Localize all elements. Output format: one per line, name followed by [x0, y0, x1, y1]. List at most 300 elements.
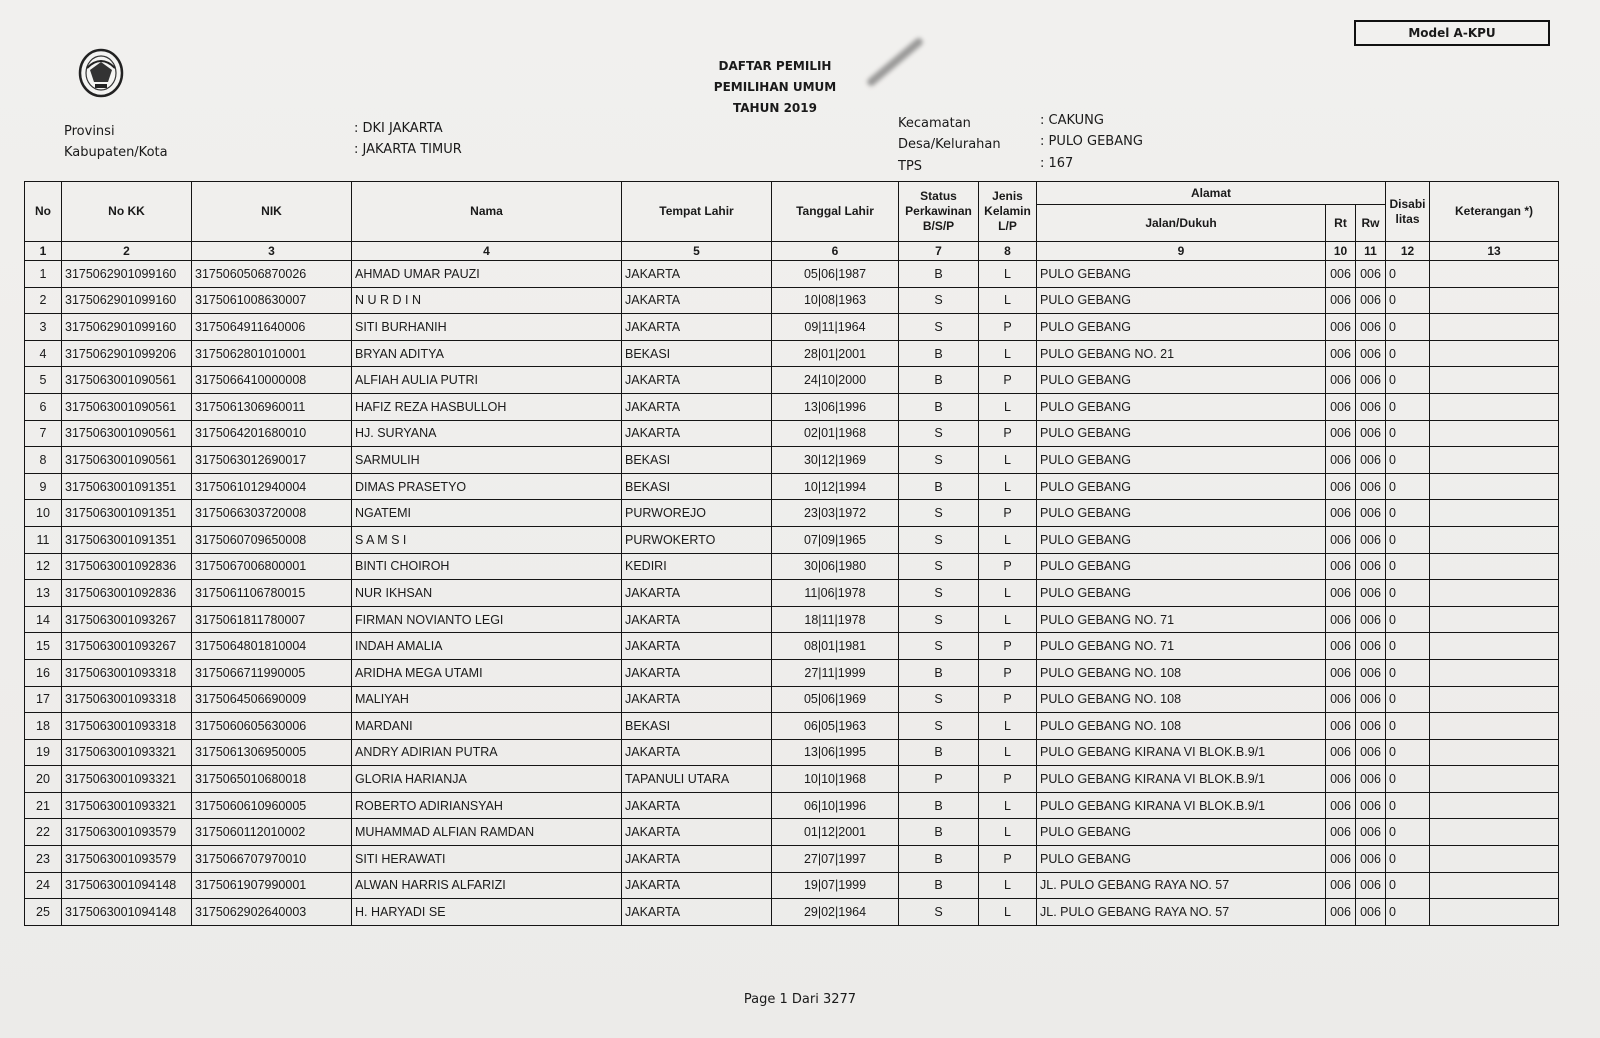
cell-no: 20	[25, 766, 62, 793]
cell-tanggal-lahir: 28|01|2001	[772, 340, 899, 367]
cell-keterangan	[1430, 659, 1559, 686]
cell-nik: 3175061306950005	[192, 739, 352, 766]
cell-rw: 006	[1356, 526, 1386, 553]
cell-status: B	[899, 393, 979, 420]
cell-jenis-kelamin: L	[979, 792, 1037, 819]
cell-status: B	[899, 659, 979, 686]
cell-rw: 006	[1356, 261, 1386, 288]
cell-nik: 3175061811780007	[192, 606, 352, 633]
cell-rt: 006	[1326, 420, 1356, 447]
cell-status: B	[899, 739, 979, 766]
table-row	[25, 766, 1559, 793]
cell-keterangan	[1430, 314, 1559, 341]
cell-status: B	[899, 367, 979, 394]
cell-status: B	[899, 792, 979, 819]
cell-jenis-kelamin: L	[979, 393, 1037, 420]
cell-no-kk: 3175063001092836	[62, 553, 192, 580]
cell-keterangan	[1430, 739, 1559, 766]
cell-no: 19	[25, 739, 62, 766]
cell-no-kk: 3175063001090561	[62, 447, 192, 474]
cell-nik: 3175061012940004	[192, 473, 352, 500]
cell-tempat-lahir: PURWOREJO	[622, 500, 772, 527]
cell-nik: 3175063012690017	[192, 447, 352, 474]
cell-tempat-lahir: BEKASI	[622, 447, 772, 474]
cell-no: 11	[25, 526, 62, 553]
cell-status: S	[899, 500, 979, 527]
cell-nik: 3175062801010001	[192, 340, 352, 367]
column-number: 13	[1430, 242, 1559, 261]
cell-tempat-lahir: JAKARTA	[622, 367, 772, 394]
cell-no-kk: 3175063001093267	[62, 633, 192, 660]
cell-no-kk: 3175063001093318	[62, 713, 192, 740]
voter-rows	[25, 261, 1559, 926]
cell-status: B	[899, 340, 979, 367]
cell-nama: ARIDHA MEGA UTAMI	[352, 659, 622, 686]
cell-jenis-kelamin: L	[979, 713, 1037, 740]
header-alamat: Alamat	[1037, 182, 1386, 205]
cell-nama: HJ. SURYANA	[352, 420, 622, 447]
cell-jalan: PULO GEBANG	[1037, 314, 1326, 341]
kpu-logo-seal	[78, 48, 124, 98]
table-row	[25, 659, 1559, 686]
cell-rt: 006	[1326, 473, 1356, 500]
cell-nik: 3175060709650008	[192, 526, 352, 553]
cell-jenis-kelamin: L	[979, 819, 1037, 846]
cell-no: 25	[25, 899, 62, 926]
cell-nama: SITI HERAWATI	[352, 846, 622, 873]
cell-rt: 006	[1326, 819, 1356, 846]
cell-rt: 006	[1326, 314, 1356, 341]
title-line-3: TAHUN 2019	[733, 101, 817, 115]
cell-no: 16	[25, 659, 62, 686]
cell-tempat-lahir: KEDIRI	[622, 553, 772, 580]
header-jenis-kelamin: Jenis Kelamin L/P	[979, 182, 1037, 242]
cell-keterangan	[1430, 553, 1559, 580]
cell-keterangan	[1430, 526, 1559, 553]
cell-tempat-lahir: JAKARTA	[622, 739, 772, 766]
cell-jalan: PULO GEBANG NO. 71	[1037, 606, 1326, 633]
cell-tanggal-lahir: 24|10|2000	[772, 367, 899, 394]
title-line-2: PEMILIHAN UMUM	[713, 80, 837, 94]
cell-tempat-lahir: JAKARTA	[622, 287, 772, 314]
cell-tanggal-lahir: 11|06|1978	[772, 580, 899, 607]
cell-nik: 3175066711990005	[192, 659, 352, 686]
cell-rw: 006	[1356, 606, 1386, 633]
cell-nik: 3175064201680010	[192, 420, 352, 447]
cell-nama: SITI BURHANIH	[352, 314, 622, 341]
cell-rt: 006	[1326, 500, 1356, 527]
cell-nik: 3175067006800001	[192, 553, 352, 580]
cell-no: 9	[25, 473, 62, 500]
cell-rw: 006	[1356, 899, 1386, 926]
cell-disabilitas: 0	[1386, 899, 1430, 926]
cell-jenis-kelamin: P	[979, 633, 1037, 660]
cell-nama: SARMULIH	[352, 447, 622, 474]
cell-rw: 006	[1356, 686, 1386, 713]
cell-keterangan	[1430, 261, 1559, 288]
cell-disabilitas: 0	[1386, 792, 1430, 819]
cell-jenis-kelamin: L	[979, 287, 1037, 314]
cell-keterangan	[1430, 367, 1559, 394]
cell-keterangan	[1430, 393, 1559, 420]
table-row	[25, 899, 1559, 926]
cell-nik: 3175064911640006	[192, 314, 352, 341]
cell-rt: 006	[1326, 659, 1356, 686]
cell-rw: 006	[1356, 766, 1386, 793]
cell-tempat-lahir: JAKARTA	[622, 606, 772, 633]
cell-jenis-kelamin: P	[979, 553, 1037, 580]
cell-disabilitas: 0	[1386, 287, 1430, 314]
cell-tanggal-lahir: 13|06|1996	[772, 393, 899, 420]
cell-rt: 006	[1326, 393, 1356, 420]
cell-rt: 006	[1326, 526, 1356, 553]
cell-nik: 3175061907990001	[192, 872, 352, 899]
cell-jalan: PULO GEBANG NO. 108	[1037, 686, 1326, 713]
cell-status: S	[899, 633, 979, 660]
cell-tempat-lahir: TAPANULI UTARA	[622, 766, 772, 793]
cell-tempat-lahir: JAKARTA	[622, 792, 772, 819]
cell-jalan: PULO GEBANG	[1037, 473, 1326, 500]
cell-no-kk: 3175063001093318	[62, 659, 192, 686]
cell-nama: ALFIAH AULIA PUTRI	[352, 367, 622, 394]
cell-nik: 3175064801810004	[192, 633, 352, 660]
cell-nama: GLORIA HARIANJA	[352, 766, 622, 793]
column-number: 12	[1386, 242, 1430, 261]
cell-tanggal-lahir: 18|11|1978	[772, 606, 899, 633]
cell-tanggal-lahir: 02|01|1968	[772, 420, 899, 447]
cell-disabilitas: 0	[1386, 553, 1430, 580]
cell-no: 13	[25, 580, 62, 607]
cell-jalan: PULO GEBANG NO. 71	[1037, 633, 1326, 660]
cell-status: B	[899, 846, 979, 873]
tps-value: : 167	[1040, 156, 1074, 171]
cell-keterangan	[1430, 447, 1559, 474]
table-row	[25, 686, 1559, 713]
cell-rw: 006	[1356, 739, 1386, 766]
cell-jenis-kelamin: P	[979, 846, 1037, 873]
cell-nama: DIMAS PRASETYO	[352, 473, 622, 500]
cell-no-kk: 3175063001093318	[62, 686, 192, 713]
cell-keterangan	[1430, 633, 1559, 660]
cell-jenis-kelamin: L	[979, 526, 1037, 553]
cell-no: 22	[25, 819, 62, 846]
cell-tempat-lahir: BEKASI	[622, 713, 772, 740]
table-row	[25, 261, 1559, 288]
cell-keterangan	[1430, 686, 1559, 713]
cell-disabilitas: 0	[1386, 526, 1430, 553]
cell-tempat-lahir: JAKARTA	[622, 633, 772, 660]
cell-rw: 006	[1356, 393, 1386, 420]
cell-tempat-lahir: JAKARTA	[622, 899, 772, 926]
header-no-kk: No KK	[62, 182, 192, 242]
table-row	[25, 872, 1559, 899]
toner-smudge	[866, 36, 925, 87]
cell-tanggal-lahir: 30|06|1980	[772, 553, 899, 580]
cell-disabilitas: 0	[1386, 606, 1430, 633]
cell-disabilitas: 0	[1386, 713, 1430, 740]
desa-label: Desa/Kelurahan	[898, 137, 1001, 152]
cell-tanggal-lahir: 01|12|2001	[772, 819, 899, 846]
table-row	[25, 367, 1559, 394]
cell-tempat-lahir: JAKARTA	[622, 819, 772, 846]
cell-rt: 006	[1326, 261, 1356, 288]
cell-jalan: PULO GEBANG	[1037, 287, 1326, 314]
cell-rw: 006	[1356, 473, 1386, 500]
cell-status: S	[899, 899, 979, 926]
cell-rw: 006	[1356, 340, 1386, 367]
cell-jalan: PULO GEBANG KIRANA VI BLOK.B.9/1	[1037, 766, 1326, 793]
cell-jalan: PULO GEBANG	[1037, 500, 1326, 527]
cell-jalan: PULO GEBANG	[1037, 367, 1326, 394]
cell-no-kk: 3175063001090561	[62, 393, 192, 420]
cell-tempat-lahir: JAKARTA	[622, 659, 772, 686]
cell-no: 3	[25, 314, 62, 341]
cell-disabilitas: 0	[1386, 819, 1430, 846]
cell-no: 18	[25, 713, 62, 740]
table-row	[25, 526, 1559, 553]
cell-status: B	[899, 261, 979, 288]
table-row	[25, 447, 1559, 474]
table-row	[25, 287, 1559, 314]
cell-disabilitas: 0	[1386, 340, 1430, 367]
header-row	[25, 182, 1559, 205]
column-number: 8	[979, 242, 1037, 261]
cell-nik: 3175061306960011	[192, 393, 352, 420]
table-row	[25, 846, 1559, 873]
column-number: 1	[25, 242, 62, 261]
cell-tanggal-lahir: 09|11|1964	[772, 314, 899, 341]
cell-no: 7	[25, 420, 62, 447]
cell-no-kk: 3175063001092836	[62, 580, 192, 607]
cell-status: B	[899, 473, 979, 500]
cell-jenis-kelamin: P	[979, 766, 1037, 793]
cell-jenis-kelamin: P	[979, 659, 1037, 686]
cell-no: 5	[25, 367, 62, 394]
cell-keterangan	[1430, 713, 1559, 740]
cell-jalan: PULO GEBANG NO. 108	[1037, 659, 1326, 686]
cell-tanggal-lahir: 27|11|1999	[772, 659, 899, 686]
cell-jenis-kelamin: P	[979, 420, 1037, 447]
cell-no-kk: 3175063001091351	[62, 500, 192, 527]
cell-no-kk: 3175063001090561	[62, 367, 192, 394]
cell-no-kk: 3175063001094148	[62, 872, 192, 899]
cell-no: 23	[25, 846, 62, 873]
cell-status: S	[899, 287, 979, 314]
cell-nik: 3175062902640003	[192, 899, 352, 926]
cell-nama: ROBERTO ADIRIANSYAH	[352, 792, 622, 819]
cell-tempat-lahir: BEKASI	[622, 473, 772, 500]
header-rw: Rw	[1356, 205, 1386, 242]
cell-jalan: PULO GEBANG	[1037, 846, 1326, 873]
cell-nama: HAFIZ REZA HASBULLOH	[352, 393, 622, 420]
cell-rt: 006	[1326, 899, 1356, 926]
cell-jalan: JL. PULO GEBANG RAYA NO. 57	[1037, 872, 1326, 899]
cell-jalan: PULO GEBANG	[1037, 526, 1326, 553]
cell-tempat-lahir: JAKARTA	[622, 846, 772, 873]
cell-nama: BRYAN ADITYA	[352, 340, 622, 367]
cell-status: S	[899, 606, 979, 633]
cell-no-kk: 3175063001090561	[62, 420, 192, 447]
cell-status: S	[899, 553, 979, 580]
column-number: 9	[1037, 242, 1326, 261]
cell-keterangan	[1430, 500, 1559, 527]
cell-keterangan	[1430, 819, 1559, 846]
cell-no: 6	[25, 393, 62, 420]
cell-disabilitas: 0	[1386, 739, 1430, 766]
column-number: 10	[1326, 242, 1356, 261]
table-row	[25, 420, 1559, 447]
kabupaten-label: Kabupaten/Kota	[64, 145, 168, 160]
cell-keterangan	[1430, 766, 1559, 793]
table-row	[25, 739, 1559, 766]
cell-status: P	[899, 766, 979, 793]
cell-tempat-lahir: JAKARTA	[622, 393, 772, 420]
cell-jenis-kelamin: L	[979, 899, 1037, 926]
cell-status: B	[899, 819, 979, 846]
cell-tanggal-lahir: 27|07|1997	[772, 846, 899, 873]
cell-keterangan	[1430, 606, 1559, 633]
header-nama: Nama	[352, 182, 622, 242]
cell-jenis-kelamin: L	[979, 580, 1037, 607]
page-footer: Page 1 Dari 3277	[743, 992, 857, 1007]
cell-nama: MARDANI	[352, 713, 622, 740]
cell-keterangan	[1430, 846, 1559, 873]
cell-rt: 006	[1326, 686, 1356, 713]
cell-no: 21	[25, 792, 62, 819]
cell-rt: 006	[1326, 606, 1356, 633]
table-row	[25, 500, 1559, 527]
cell-disabilitas: 0	[1386, 500, 1430, 527]
cell-no-kk: 3175063001093267	[62, 606, 192, 633]
kecamatan-value: : CAKUNG	[1040, 113, 1104, 128]
cell-jalan: PULO GEBANG	[1037, 393, 1326, 420]
cell-tanggal-lahir: 10|10|1968	[772, 766, 899, 793]
cell-rw: 006	[1356, 633, 1386, 660]
cell-no: 4	[25, 340, 62, 367]
cell-tanggal-lahir: 23|03|1972	[772, 500, 899, 527]
model-label-box: Model A-KPU	[1354, 20, 1550, 46]
column-number: 6	[772, 242, 899, 261]
cell-nama: S A M S I	[352, 526, 622, 553]
cell-jalan: PULO GEBANG	[1037, 553, 1326, 580]
cell-keterangan	[1430, 899, 1559, 926]
cell-rt: 006	[1326, 846, 1356, 873]
cell-no-kk: 3175063001093321	[62, 739, 192, 766]
cell-status: S	[899, 447, 979, 474]
cell-jalan: PULO GEBANG	[1037, 261, 1326, 288]
header-keterangan: Keterangan *)	[1430, 182, 1559, 242]
cell-rw: 006	[1356, 580, 1386, 607]
cell-rw: 006	[1356, 846, 1386, 873]
cell-disabilitas: 0	[1386, 314, 1430, 341]
cell-status: B	[899, 872, 979, 899]
cell-jalan: JL. PULO GEBANG RAYA NO. 57	[1037, 899, 1326, 926]
cell-no-kk: 3175063001093579	[62, 846, 192, 873]
column-number: 4	[352, 242, 622, 261]
cell-tanggal-lahir: 30|12|1969	[772, 447, 899, 474]
cell-keterangan	[1430, 340, 1559, 367]
cell-rw: 006	[1356, 447, 1386, 474]
cell-disabilitas: 0	[1386, 420, 1430, 447]
cell-disabilitas: 0	[1386, 846, 1430, 873]
cell-disabilitas: 0	[1386, 686, 1430, 713]
header-no: No	[25, 182, 62, 242]
cell-nik: 3175060605630006	[192, 713, 352, 740]
cell-tanggal-lahir: 29|02|1964	[772, 899, 899, 926]
cell-tanggal-lahir: 05|06|1969	[772, 686, 899, 713]
cell-jenis-kelamin: P	[979, 367, 1037, 394]
cell-jenis-kelamin: L	[979, 872, 1037, 899]
cell-no: 24	[25, 872, 62, 899]
cell-rt: 006	[1326, 766, 1356, 793]
cell-jenis-kelamin: P	[979, 500, 1037, 527]
cell-tempat-lahir: PURWOKERTO	[622, 526, 772, 553]
column-number-row	[25, 242, 1559, 261]
cell-disabilitas: 0	[1386, 872, 1430, 899]
desa-value: : PULO GEBANG	[1040, 134, 1143, 149]
cell-disabilitas: 0	[1386, 633, 1430, 660]
cell-jalan: PULO GEBANG KIRANA VI BLOK.B.9/1	[1037, 792, 1326, 819]
cell-disabilitas: 0	[1386, 261, 1430, 288]
table-row	[25, 473, 1559, 500]
cell-nama: NGATEMI	[352, 500, 622, 527]
cell-rw: 006	[1356, 287, 1386, 314]
cell-status: S	[899, 314, 979, 341]
cell-nik: 3175066410000008	[192, 367, 352, 394]
cell-jenis-kelamin: L	[979, 473, 1037, 500]
cell-jalan: PULO GEBANG	[1037, 447, 1326, 474]
cell-no-kk: 3175062901099160	[62, 261, 192, 288]
cell-rt: 006	[1326, 340, 1356, 367]
title-line-1: DAFTAR PEMILIH	[718, 59, 832, 73]
cell-disabilitas: 0	[1386, 473, 1430, 500]
cell-disabilitas: 0	[1386, 447, 1430, 474]
header-rt: Rt	[1326, 205, 1356, 242]
header-tanggal-lahir: Tanggal Lahir	[772, 182, 899, 242]
cell-nik: 3175065010680018	[192, 766, 352, 793]
cell-no: 12	[25, 553, 62, 580]
cell-no: 10	[25, 500, 62, 527]
cell-no-kk: 3175063001093321	[62, 792, 192, 819]
cell-tanggal-lahir: 06|10|1996	[772, 792, 899, 819]
cell-jenis-kelamin: L	[979, 606, 1037, 633]
cell-rw: 006	[1356, 500, 1386, 527]
cell-no-kk: 3175063001094148	[62, 899, 192, 926]
cell-rw: 006	[1356, 792, 1386, 819]
cell-rt: 006	[1326, 739, 1356, 766]
cell-no-kk: 3175062901099160	[62, 314, 192, 341]
cell-rw: 006	[1356, 659, 1386, 686]
cell-jenis-kelamin: L	[979, 340, 1037, 367]
cell-nama: BINTI CHOIROH	[352, 553, 622, 580]
kecamatan-label: Kecamatan	[898, 116, 971, 131]
cell-no: 8	[25, 447, 62, 474]
cell-keterangan	[1430, 420, 1559, 447]
cell-nama: MUHAMMAD ALFIAN RAMDAN	[352, 819, 622, 846]
provinsi-label: Provinsi	[64, 124, 115, 139]
cell-nama: NUR IKHSAN	[352, 580, 622, 607]
cell-tempat-lahir: JAKARTA	[622, 872, 772, 899]
cell-keterangan	[1430, 473, 1559, 500]
header-tempat-lahir: Tempat Lahir	[622, 182, 772, 242]
cell-jalan: PULO GEBANG	[1037, 819, 1326, 846]
cell-tempat-lahir: JAKARTA	[622, 261, 772, 288]
cell-tempat-lahir: JAKARTA	[622, 420, 772, 447]
cell-disabilitas: 0	[1386, 766, 1430, 793]
cell-disabilitas: 0	[1386, 659, 1430, 686]
cell-no-kk: 3175063001091351	[62, 473, 192, 500]
cell-nama: MALIYAH	[352, 686, 622, 713]
